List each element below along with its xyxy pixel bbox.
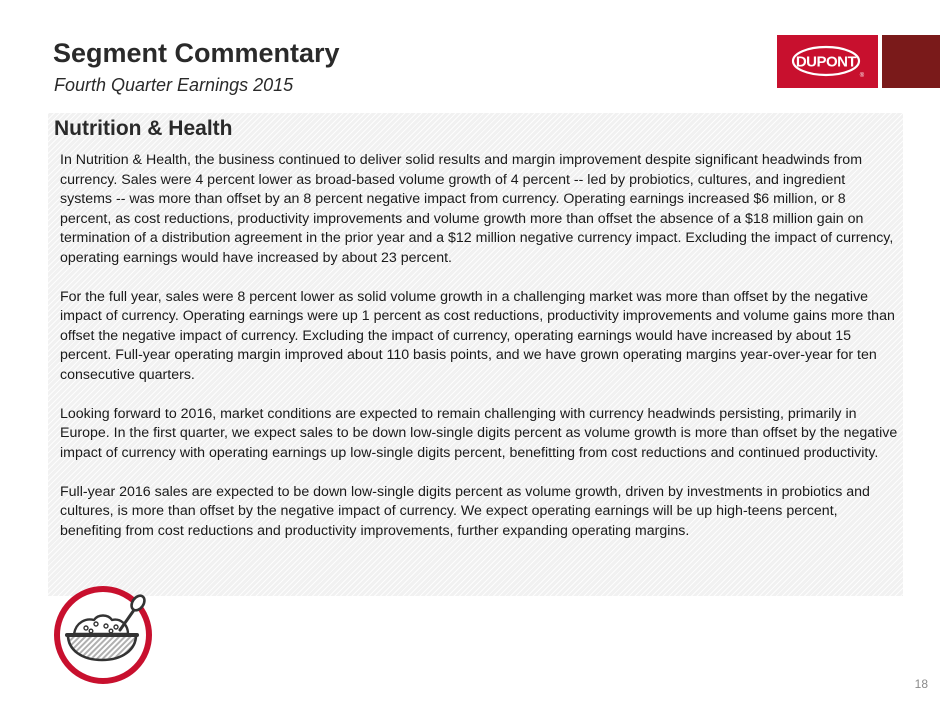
commentary-paragraph: For the full year, sales were 8 percent lower as solid volume growth in a challenging market was more than offset by the negative impact of currency. Operating earnings were up 1 percent as cost reductions, productivity improvements and volume gains more than offset the negative impact of currency. Excluding the impact of currency, operating earnings would have increased by about 15 percent. Full-year operating margin improved about 110 basis points, and we have grown operating margins year-over-year for ten consecutive quarters. (60, 288, 895, 383)
page-subtitle: Fourth Quarter Earnings 2015 (54, 75, 294, 95)
commentary-paragraph: In Nutrition & Health, the business continued to deliver solid results and margin improvement despite significant headwinds from currency. Sales were 4 percent lower as broad-based volume growth of 4 percent -- led by probiotics, cultures, and ingredient systems -- was more than offset by an 8 percent negative impact from currency. Operating earnings increased $6 million, or 8 percent, as cost reductions, productivity improvements and volume growth more than offset the absence of a $18 million gain on termination of a distribution agreement in the prior year and a $12 million negative currency impact. Excluding the impact of currency, operating earnings would have increased by about 23 percent. (60, 152, 894, 266)
brand-bar-dark (882, 35, 940, 88)
page-title: Segment Commentary (53, 38, 340, 68)
registered-mark: ® (859, 73, 865, 79)
bowl-and-spoon-icon (50, 580, 160, 690)
section-title: Nutrition & Health (54, 117, 233, 140)
commentary-paragraph: Looking forward to 2016, market conditions are expected to remain challenging with currency headwinds persisting, primarily in Europe. In the first quarter, we expect sales to be down low-single digits percent as volume growth is more than offset by the negative impact of currency with operating earnings up low-single digits percent, benefitting from cost reductions and continued productivity. (60, 405, 898, 461)
logo-text: DUPONT (795, 53, 857, 71)
dupont-oval-logo-icon (790, 44, 866, 80)
commentary-paragraph: Full-year 2016 sales are expected to be down low-single digits percent as volume growth, driven by investments in probiotics and cultures, is more than offset by the negative impact of currency. We expect operating earnings will be up high-teens percent, benefiting from cost reductions and productivity improvements, further expanding operating margins. (60, 483, 870, 539)
page-number: 18 (914, 677, 928, 691)
commentary-body (60, 151, 898, 561)
